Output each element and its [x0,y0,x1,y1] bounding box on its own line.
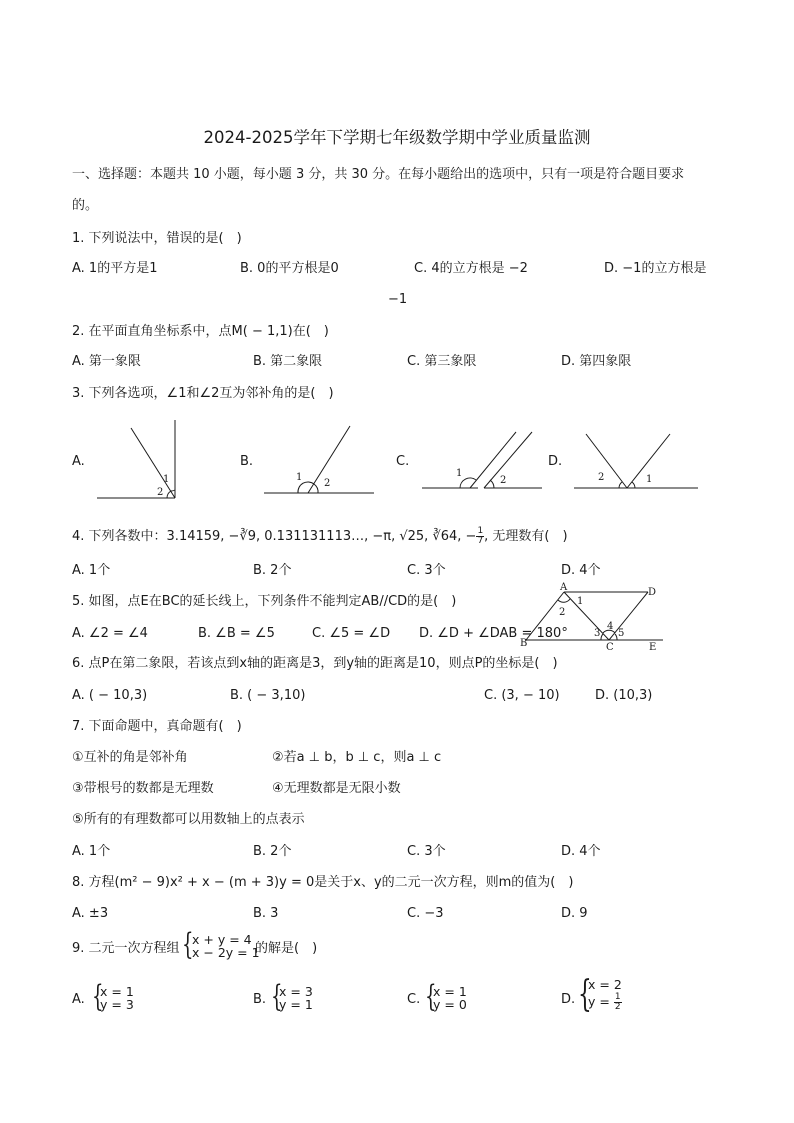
q7-statement-1: ①互补的角是邻补角 [72,750,188,765]
q4-stem-text: 4. 下列各数中：3.14159, −∛9, 0.131131113…, −π, √25, ∛64, − [72,529,477,544]
q6-option-b: B. ( − 3,10) [230,688,306,703]
q9-c-x: x = 1 [433,984,467,999]
q9-stem-pre: 9. 二元一次方程组 [72,941,180,956]
q5-angle-3: 3 [594,628,601,639]
q8-option-c: C. −3 [407,906,444,921]
q8-option-a: A. ±3 [72,906,109,921]
q3-a-angle2: 2 [157,487,164,498]
q5-angle-2: 2 [559,607,566,618]
q9-eq2: x − 2y = 1 [192,945,260,960]
q9-d-x: x = 2 [588,977,622,992]
q3-a-angle1: 1 [163,474,170,485]
q5-label-B: B [520,638,528,649]
q3-c-angle1: 1 [456,468,463,479]
q5-angle-4: 4 [607,621,614,632]
q8-option-b: B. 3 [253,906,279,921]
q5-label-E: E [649,642,657,653]
q1-option-a: A. 1的平方是1 [72,261,158,276]
q1-stem: 1. 下列说法中，错误的是( ) [72,231,242,246]
q5-option-a: A. ∠2 = ∠4 [72,626,148,641]
q3-option-b: B. [240,454,254,469]
q3-d-angle1: 1 [646,474,653,485]
q6-option-d: D. (10,3) [595,688,653,703]
q5-angle-5: 5 [618,628,625,639]
q4-frac-den: 7 [477,536,484,546]
q9-c-y: y = 0 [433,997,467,1012]
q1-option-c: C. 4的立方根是 −2 [414,261,528,276]
q2-option-c: C. 第三象限 [407,354,477,369]
q7-option-a: A. 1个 [72,844,111,859]
q9-option-d [588,978,622,1012]
q1-option-d: D. −1的立方根是 [604,261,707,276]
q3-b-angle2: 2 [324,478,331,489]
q9-d-y-pre: y = [588,994,610,1009]
q5-angle-1: 1 [577,596,584,607]
q9-option-c [433,985,467,1011]
q4-stem [72,527,568,546]
q7-option-d: D. 4个 [561,844,601,859]
q4-frac-num: 1 [477,526,484,536]
q4-option-a: A. 1个 [72,563,111,578]
q3-d-angle2: 2 [598,472,605,483]
q8-option-d: D. 9 [561,906,588,921]
q4-option-b: B. 2个 [253,563,292,578]
q9-system [192,933,260,959]
q3-figure-a [95,418,190,503]
q9-d-frac-num: 1 [614,992,621,1002]
q3-option-a: A. [72,454,85,469]
q7-statement-5: ⑤所有的有理数都可以用数轴上的点表示 [72,812,305,827]
q3-option-d: D. [548,454,563,469]
q4-stem-tail: , 无理数有( ) [484,529,568,544]
q3-c-angle2: 2 [500,475,507,486]
q9-a-x: x = 1 [100,984,134,999]
q2-stem: 2. 在平面直角坐标系中，点M( − 1,1)在( ) [72,324,329,339]
q7-statement-3: ③带根号的数都是无理数 [72,781,214,796]
q3-figure-b [262,424,377,499]
q2-option-d: D. 第四象限 [561,354,632,369]
q9-a-brace: { [92,979,104,1014]
q3-option-c: C. [396,454,410,469]
q7-stem: 7. 下面命题中，真命题有( ) [72,719,242,734]
q5-option-c: C. ∠5 = ∠D [312,626,391,641]
q4-option-d: D. 4个 [561,563,601,578]
q9-stem-post: 的解是( ) [255,941,318,956]
q2-option-a: A. 第一象限 [72,354,141,369]
q9-c-brace: { [425,979,437,1014]
q2-option-b: B. 第二象限 [253,354,323,369]
q5-label-A: A [560,582,568,593]
q6-option-a: A. ( − 10,3) [72,688,148,703]
q9-d-y [588,993,622,1012]
q1-option-b: B. 0的平方根是0 [240,261,339,276]
q7-statement-4: ④无理数都是无限小数 [272,781,401,796]
q9-option-b [279,985,313,1011]
q3-figure-c [420,428,545,493]
q9-option-c-label: C. [407,992,421,1007]
section-header-cont: 的。 [72,198,99,213]
q7-statement-2: ②若a ⊥ b，b ⊥ c，则a ⊥ c [272,750,442,765]
q9-b-y: y = 1 [279,997,313,1012]
q5-label-C: C [606,642,614,653]
q5-option-d: D. ∠D + ∠DAB = 180° [419,626,568,641]
q3-figure-d [572,432,702,492]
q9-a-y: y = 3 [100,997,134,1012]
q6-stem: 6. 点P在第二象限，若该点到x轴的距离是3，到y轴的距离是10，则点P的坐标是( ) [72,656,558,671]
q9-option-b-label: B. [253,992,267,1007]
q4-fraction [476,527,484,546]
q5-label-D: D [648,587,657,598]
q1-option-d-cont: −1 [388,292,408,307]
q3-b-angle1: 1 [296,472,303,483]
q9-d-brace: { [578,974,592,1015]
section-header: 一、选择题：本题共 10 小题，每小题 3 分，共 30 分。在每小题给出的选项中，只有一项是符合题目要求 [72,167,685,182]
q9-system-brace: { [182,927,194,962]
q4-option-c: C. 3个 [407,563,446,578]
q9-d-frac [614,993,622,1012]
q5-figure [518,584,668,652]
q6-option-c: C. (3, − 10) [484,688,560,703]
q7-option-c: C. 3个 [407,844,446,859]
q9-b-x: x = 3 [279,984,313,999]
q9-b-brace: { [271,979,283,1014]
q5-stem: 5. 如图，点E在BC的延长线上，下列条件不能判定AB//CD的是( ) [72,594,457,609]
q3-stem: 3. 下列各选项，∠1和∠2互为邻补角的是( ) [72,386,334,401]
q9-option-a-label: A. [72,992,85,1007]
q9-option-a [100,985,134,1011]
q7-option-b: B. 2个 [253,844,292,859]
q5-option-b: B. ∠B = ∠5 [198,626,275,641]
q9-d-frac-den: 2 [614,1002,621,1012]
q9-option-d-label: D. [561,992,576,1007]
page-title: 2024-2025学年下学期七年级数学期中学业质量监测 [203,128,591,147]
q9-eq1: x + y = 4 [192,932,252,947]
q8-stem: 8. 方程(m² − 9)x² + x − (m + 3)y = 0是关于x、y的二元一次方程，则m的值为( ) [72,875,574,890]
